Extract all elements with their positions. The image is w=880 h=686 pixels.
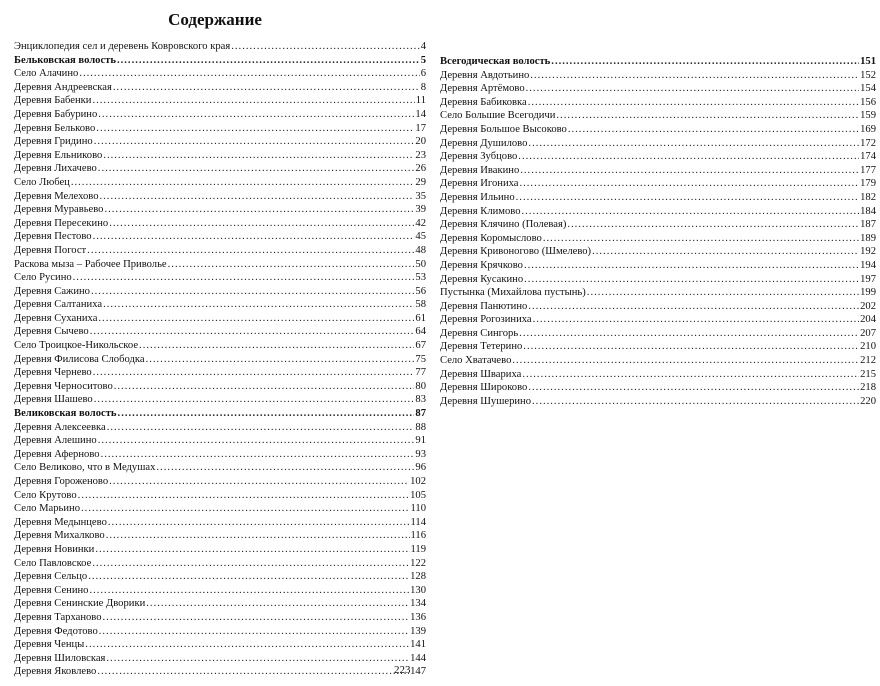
toc-entry-page: 194 — [860, 259, 876, 271]
toc-entry-title: Бельковская волость — [14, 54, 116, 66]
toc-dot-leader — [524, 273, 859, 287]
toc-entry-page: 64 — [415, 326, 426, 338]
toc-entry-page: 119 — [410, 543, 426, 555]
toc-entry-page: 139 — [410, 625, 426, 637]
toc-entry-page: 6 — [420, 68, 426, 80]
toc-entry-title: Село Хватачево — [440, 355, 512, 367]
toc-entry-page: 215 — [860, 368, 876, 380]
toc-dot-leader — [78, 489, 409, 503]
toc-dot-leader — [109, 475, 409, 489]
toc-entry-page: 156 — [860, 96, 876, 108]
toc-entry-page: 91 — [415, 435, 426, 447]
toc-entry-title: Деревня Ельниково — [14, 149, 103, 161]
toc-entry — [14, 584, 426, 598]
toc-entry — [14, 597, 426, 611]
toc-dot-leader — [587, 286, 859, 300]
toc-entry-title: Деревня Суханиха — [14, 312, 98, 324]
toc-entry-title: Деревня Бельково — [14, 122, 96, 134]
toc-entry-page: 184 — [860, 205, 876, 217]
toc-dot-leader — [528, 381, 859, 395]
toc-entry — [14, 285, 426, 299]
toc-entry-title: Деревня Ивакино — [440, 164, 520, 176]
toc-dot-leader — [567, 218, 859, 232]
toc-entry — [14, 652, 426, 666]
toc-entry-title: Деревня Коромыслово — [440, 232, 542, 244]
toc-entry-page: 67 — [415, 340, 426, 352]
toc-entry-title: Деревня Сажино — [14, 285, 90, 297]
toc-entry — [440, 395, 876, 409]
toc-entry-page: 134 — [410, 598, 426, 610]
toc-dot-leader — [97, 665, 409, 679]
toc-entry-page: 56 — [415, 285, 426, 297]
toc-entry-title: Деревня Сингорь — [440, 327, 519, 339]
toc-entry-page: 204 — [860, 314, 876, 326]
toc-entry-title: Село Троицкое-Никольское — [14, 340, 139, 352]
toc-entry-page: 87 — [415, 408, 426, 420]
toc-dot-leader — [79, 67, 419, 81]
toc-entry-page: 210 — [860, 341, 876, 353]
toc-entry-title: Деревня Климово — [440, 205, 521, 217]
toc-entry-title: Деревня Алешино — [14, 435, 97, 447]
toc-dot-leader — [543, 232, 859, 246]
toc-entry-title: Деревня Рогозиниха — [440, 314, 532, 326]
page-title: Содержание — [168, 10, 262, 29]
toc-entry — [440, 69, 876, 83]
toc-entry — [440, 273, 876, 287]
toc-entry-title: Деревня Клячино (Полевая) — [440, 219, 567, 231]
toc-dot-leader — [85, 638, 409, 652]
toc-entry-page: 58 — [415, 299, 426, 311]
toc-entry-page: 4 — [420, 41, 426, 52]
toc-dot-leader — [103, 298, 414, 312]
toc-entry-title: Деревня Сенинские Дворики — [14, 598, 146, 610]
toc-entry-title: Деревня Новинки — [14, 543, 95, 555]
toc-dot-leader — [92, 94, 414, 108]
toc-entry-title: Деревня Кривоногово (Шмелево) — [440, 246, 592, 258]
toc-entry-title: Раскова мыза – Рабочее Приволье — [14, 258, 167, 270]
toc-entry-page: 11 — [415, 95, 426, 107]
toc-entry-title: Деревня Филисова Слободка — [14, 353, 145, 365]
toc-dot-leader — [92, 557, 409, 571]
toc-entry-page: 39 — [415, 204, 426, 216]
toc-entry-title: Деревня Черноситово — [14, 380, 113, 392]
toc-dot-leader — [91, 285, 414, 299]
toc-entry-title: Деревня Широково — [440, 382, 528, 394]
toc-entry-title: Деревня Панютино — [440, 300, 528, 312]
toc-entry — [14, 516, 426, 530]
toc-entry-page: 23 — [415, 149, 426, 161]
toc-entry-title: Деревня Шиловская — [14, 652, 106, 664]
toc-entry-title: Деревня Зубцово — [440, 151, 518, 163]
toc-entry — [440, 340, 876, 354]
toc-dot-leader — [106, 652, 409, 666]
toc-entry-title: Село Великово, что в Медушах — [14, 462, 156, 474]
toc-entry-title: Деревня Андреевская — [14, 81, 112, 93]
toc-entry — [440, 327, 876, 341]
toc-entry-page: 35 — [415, 190, 426, 202]
toc-entry — [14, 122, 426, 136]
toc-dot-leader — [524, 259, 859, 273]
toc-entry-page: 110 — [410, 503, 426, 515]
toc-entry-page: 174 — [860, 151, 876, 163]
toc-entry — [440, 205, 876, 219]
toc-dot-leader — [532, 395, 859, 409]
toc-entry-title: Деревня Гридино — [14, 136, 93, 148]
toc-entry-title: Село Большие Всегодичи — [440, 110, 556, 122]
toc-dot-leader — [522, 205, 860, 219]
toc-entry-page: 48 — [415, 244, 426, 256]
toc-section-heading — [14, 407, 426, 421]
toc-dot-leader — [168, 258, 415, 272]
toc-entry — [14, 67, 426, 81]
toc-entry-title: Село Крутово — [14, 489, 77, 501]
toc-entry-title: Деревня Бабиковка — [440, 96, 527, 108]
toc-dot-leader — [98, 434, 415, 448]
toc-dot-leader — [96, 122, 414, 136]
toc-entry-page: 17 — [415, 122, 426, 134]
toc-dot-leader — [98, 162, 415, 176]
toc-dot-leader — [87, 244, 414, 258]
toc-entry-title: Деревня Пересекино — [14, 217, 109, 229]
toc-dot-leader — [526, 82, 859, 96]
toc-entry — [14, 40, 426, 54]
toc-entry — [440, 82, 876, 96]
toc-entry — [14, 502, 426, 516]
toc-entry-page: 151 — [860, 56, 876, 67]
toc-entry-title: Село Русино — [14, 272, 72, 284]
toc-entry-page: 136 — [410, 611, 426, 623]
toc-entry-title: Деревня Пестово — [14, 231, 92, 243]
toc-entry — [14, 638, 426, 652]
toc-entry — [440, 123, 876, 137]
toc-entry-page: 93 — [415, 448, 426, 460]
toc-dot-leader — [94, 393, 415, 407]
toc-dot-leader — [146, 353, 415, 367]
toc-dot-leader — [528, 300, 859, 314]
toc-dot-leader — [231, 40, 419, 54]
toc-dot-leader — [103, 611, 410, 625]
toc-dot-leader — [95, 543, 409, 557]
toc-dot-leader — [156, 461, 414, 475]
toc-dot-leader — [107, 421, 415, 435]
toc-entry-page: 88 — [415, 421, 426, 433]
toc-entry — [14, 298, 426, 312]
toc-entry-title: Великовская волость — [14, 408, 117, 420]
toc-entry — [440, 177, 876, 191]
toc-dot-leader — [512, 354, 859, 368]
toc-dot-leader — [73, 271, 415, 285]
toc-entry-page: 192 — [860, 246, 876, 258]
toc-entry-page: 128 — [410, 571, 426, 583]
toc-entry-page: 29 — [415, 176, 426, 188]
toc-entry-page: 141 — [410, 639, 426, 651]
toc-dot-leader — [81, 502, 409, 516]
toc-entry-page: 177 — [860, 164, 876, 176]
toc-entry-page: 144 — [410, 652, 426, 664]
toc-entry-title: Деревня Сычево — [14, 326, 89, 338]
toc-dot-leader — [106, 529, 410, 543]
toc-entry — [14, 434, 426, 448]
toc-entry-title: Деревня Авдотьино — [440, 69, 530, 81]
toc-entry-page: 169 — [860, 123, 876, 135]
toc-entry-title: Деревня Федотово — [14, 625, 98, 637]
toc-entry — [440, 368, 876, 382]
toc-dot-leader — [568, 123, 859, 137]
toc-entry-title: Деревня Бабурино — [14, 108, 98, 120]
toc-dot-leader — [551, 55, 859, 69]
toc-dot-leader — [114, 380, 415, 394]
toc-entry-title: Деревня Бабенки — [14, 95, 92, 107]
toc-dot-leader — [519, 327, 859, 341]
toc-entry — [14, 312, 426, 326]
toc-entry — [14, 325, 426, 339]
toc-entry-title: Село Павловское — [14, 557, 92, 569]
toc-entry-page: 96 — [415, 462, 426, 474]
toc-entry-title: Деревня Сельцо — [14, 571, 88, 583]
toc-entry — [14, 625, 426, 639]
toc-entry-title: Село Марьино — [14, 503, 81, 515]
toc-entry-page: 14 — [415, 108, 426, 120]
toc-entry — [14, 475, 426, 489]
toc-dot-leader — [522, 368, 859, 382]
toc-dot-leader — [98, 312, 414, 326]
toc-entry — [14, 244, 426, 258]
toc-entry — [14, 366, 426, 380]
toc-entry-page: 53 — [415, 272, 426, 284]
toc-dot-leader — [101, 448, 415, 462]
toc-entry — [14, 108, 426, 122]
toc-entry — [14, 190, 426, 204]
toc-entry-title: Деревня Аферново — [14, 448, 100, 460]
toc-entry — [440, 218, 876, 232]
toc-entry-title: Деревня Михалково — [14, 530, 105, 542]
toc-entry — [440, 313, 876, 327]
toc-entry-title: Село Любец — [14, 176, 70, 188]
toc-dot-leader — [528, 96, 859, 110]
toc-entry-title: Деревня Мелехово — [14, 190, 99, 202]
toc-entry — [14, 203, 426, 217]
toc-entry — [14, 149, 426, 163]
toc-dot-leader — [530, 69, 859, 83]
toc-entry-page: 218 — [860, 382, 876, 394]
toc-entry — [440, 245, 876, 259]
toc-entry — [14, 570, 426, 584]
toc-entry-page: 116 — [410, 530, 426, 542]
toc-entry-title: Деревня Ченцы — [14, 639, 85, 651]
toc-entry — [440, 232, 876, 246]
toc-entry — [14, 543, 426, 557]
toc-entry — [440, 300, 876, 314]
page-number: 223 — [394, 664, 411, 676]
toc-entry-title: Деревня Шушерино — [440, 395, 532, 407]
toc-entry — [14, 489, 426, 503]
toc-dot-leader — [71, 176, 415, 190]
toc-entry — [14, 81, 426, 95]
toc-entry-page: 154 — [860, 83, 876, 95]
toc-entry-page: 199 — [860, 287, 876, 299]
toc-entry-page: 20 — [415, 136, 426, 148]
toc-dot-leader — [519, 177, 859, 191]
toc-entry-page: 102 — [410, 476, 426, 487]
toc-entry-page: 26 — [415, 163, 426, 175]
toc-entry-page: 159 — [860, 110, 876, 122]
toc-entry-title: Всегодическая волость — [440, 56, 551, 67]
toc-entry-title: Деревня Кусакино — [440, 273, 524, 285]
toc-entry — [440, 191, 876, 205]
toc-entry-title: Деревня Гороженово — [14, 476, 109, 487]
toc-dot-leader — [100, 190, 415, 204]
toc-entry-title: Деревня Крячково — [440, 259, 523, 271]
toc-dot-leader — [533, 313, 860, 327]
toc-left-column — [14, 40, 426, 679]
toc-entry — [14, 339, 426, 353]
toc-dot-leader — [99, 625, 409, 639]
toc-entry-page: 182 — [860, 191, 876, 203]
toc-entry-title: Деревня Тетерино — [440, 341, 523, 353]
toc-entry-title: Село Алачино — [14, 68, 79, 80]
toc-dot-leader — [146, 597, 409, 611]
toc-entry-title: Деревня Игониха — [440, 178, 519, 190]
toc-entry-title: Деревня Большое Высоково — [440, 123, 567, 135]
toc-dot-leader — [93, 230, 415, 244]
toc-dot-leader — [139, 339, 414, 353]
toc-entry-page: 8 — [420, 81, 426, 93]
toc-section-heading — [14, 54, 426, 68]
toc-entry — [14, 611, 426, 625]
toc-entry — [14, 135, 426, 149]
toc-right-column — [440, 55, 876, 408]
toc-entry — [440, 354, 876, 368]
toc-entry-page: 114 — [410, 516, 426, 528]
toc-dot-leader — [103, 149, 414, 163]
toc-dot-leader — [93, 366, 415, 380]
toc-entry-title: Деревня Медынцево — [14, 516, 107, 528]
toc-dot-leader — [516, 191, 859, 205]
toc-entry — [14, 258, 426, 272]
toc-entry-page: 197 — [860, 273, 876, 285]
toc-dot-leader — [118, 407, 415, 421]
toc-entry — [440, 286, 876, 300]
toc-entry — [14, 448, 426, 462]
toc-entry-page: 42 — [415, 217, 426, 229]
toc-entry — [14, 461, 426, 475]
toc-entry-page: 61 — [415, 312, 426, 324]
toc-entry-page: 202 — [860, 300, 876, 312]
toc-entry-page: 45 — [415, 231, 426, 243]
toc-entry — [14, 217, 426, 231]
toc-entry-page: 83 — [415, 394, 426, 406]
toc-entry-page: 77 — [415, 367, 426, 379]
toc-entry — [440, 137, 876, 151]
toc-dot-leader — [592, 245, 859, 259]
toc-dot-leader — [113, 81, 420, 95]
toc-entry-page: 152 — [860, 69, 876, 81]
toc-entry-title: Деревня Сенино — [14, 584, 89, 596]
toc-entry-page: 189 — [860, 232, 876, 244]
toc-entry — [14, 353, 426, 367]
toc-entry-title: Деревня Погост — [14, 244, 87, 256]
toc-entry — [14, 529, 426, 543]
toc-entry — [14, 557, 426, 571]
toc-dot-leader — [90, 325, 415, 339]
toc-entry — [440, 381, 876, 395]
toc-entry — [14, 162, 426, 176]
toc-entry-title: Деревня Артёмово — [440, 83, 525, 95]
toc-entry-title: Деревня Швариха — [440, 368, 522, 380]
toc-dot-leader — [98, 108, 414, 122]
toc-entry-title: Энциклопедия сел и деревень Ковровского края — [14, 41, 231, 52]
toc-dot-leader — [523, 340, 859, 354]
toc-entry-page: 105 — [410, 489, 426, 501]
toc-dot-leader — [94, 135, 415, 149]
toc-dot-leader — [117, 54, 420, 68]
toc-entry — [440, 259, 876, 273]
toc-entry-title: Деревня Лихачево — [14, 163, 97, 175]
toc-dot-leader — [108, 516, 410, 530]
toc-entry-page: 130 — [410, 584, 426, 596]
toc-entry — [14, 230, 426, 244]
toc-entry-title: Деревня Душилово — [440, 137, 528, 149]
toc-entry-page: 50 — [415, 258, 426, 270]
toc-dot-leader — [104, 203, 414, 217]
toc-dot-leader — [520, 164, 859, 178]
toc-entry-title: Пустынка (Михайлова пустынь) — [440, 287, 586, 299]
toc-entry-title: Деревня Ильино — [440, 191, 515, 203]
toc-dot-leader — [109, 217, 414, 231]
toc-entry-title: Деревня Муравьево — [14, 204, 104, 216]
toc-entry-title: Деревня Чернево — [14, 367, 92, 379]
toc-dot-leader — [88, 570, 409, 584]
toc-entry-title: Деревня Яковлево — [14, 666, 97, 678]
toc-entry-page: 122 — [410, 557, 426, 569]
toc-entry — [14, 94, 426, 108]
toc-entry-title: Деревня Салтаниха — [14, 299, 103, 311]
toc-entry-page: 212 — [860, 355, 876, 367]
toc-entry-title: Деревня Шашево — [14, 394, 93, 406]
toc-entry-page: 220 — [860, 395, 876, 407]
toc-entry-page: 75 — [415, 353, 426, 365]
toc-entry — [14, 380, 426, 394]
toc-entry-page: 207 — [860, 327, 876, 339]
toc-entry — [440, 96, 876, 110]
toc-entry-title: Деревня Тарханово — [14, 611, 102, 623]
toc-entry-page: 147 — [410, 666, 426, 678]
toc-entry — [440, 150, 876, 164]
toc-entry-page: 179 — [860, 178, 876, 190]
toc-dot-leader — [556, 109, 859, 123]
toc-entry-page: 5 — [420, 54, 426, 66]
toc-entry — [14, 393, 426, 407]
toc-entry-page: 80 — [415, 380, 426, 392]
toc-entry — [14, 271, 426, 285]
toc-entry-title: Деревня Алексеевка — [14, 421, 106, 433]
toc-entry — [440, 109, 876, 123]
toc-entry — [14, 665, 426, 679]
toc-dot-leader — [518, 150, 859, 164]
toc-entry — [440, 164, 876, 178]
toc-dot-leader — [89, 584, 409, 598]
toc-entry — [14, 176, 426, 190]
toc-dot-leader — [528, 137, 859, 151]
toc-entry — [14, 421, 426, 435]
toc-entry-page: 187 — [860, 219, 876, 231]
toc-section-heading — [440, 55, 876, 69]
toc-entry-page: 172 — [860, 137, 876, 149]
